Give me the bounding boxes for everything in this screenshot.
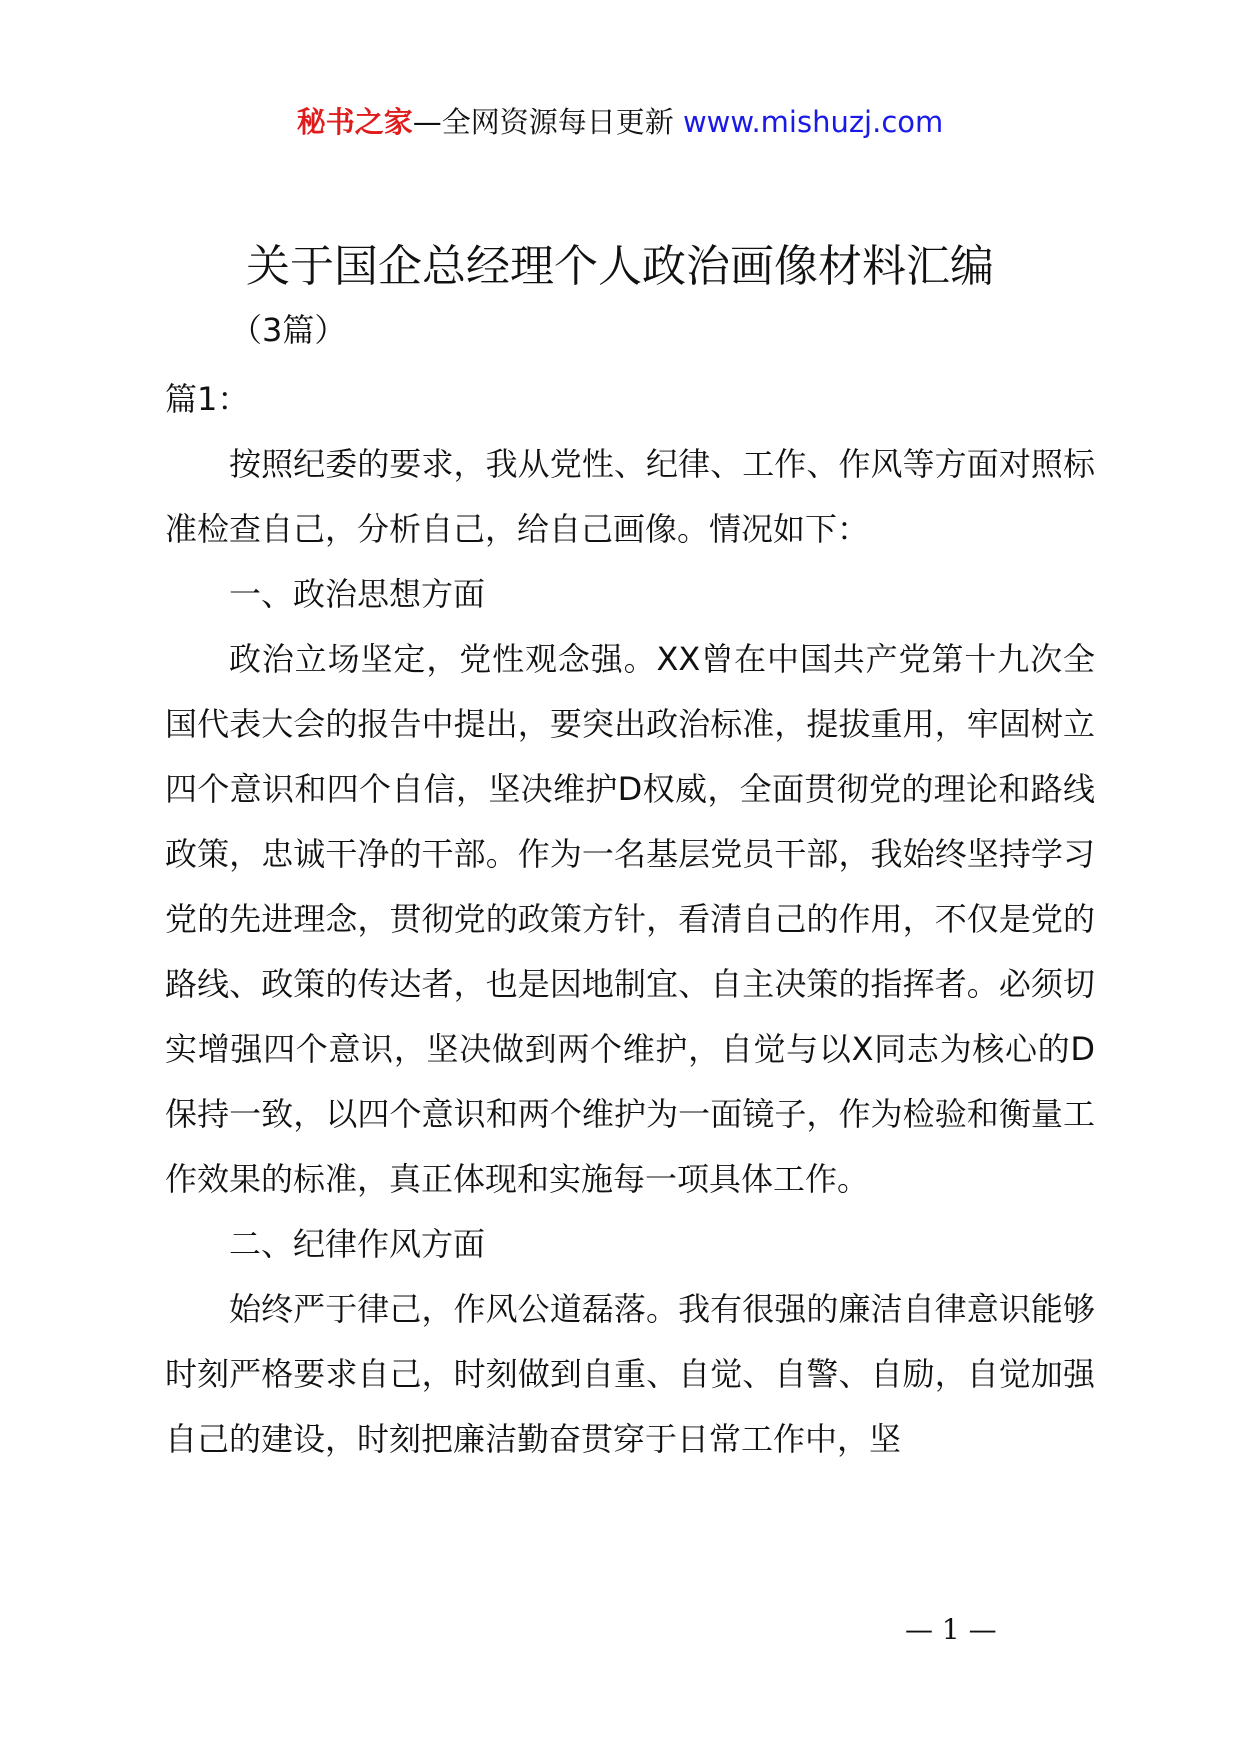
document-body	[165, 367, 1095, 1472]
document-title: 关于国企总经理个人政治画像材料汇编	[246, 241, 994, 292]
intro-paragraph: 按照纪委的要求，我从党性、纪律、工作、作风等方面对照标准检查自己，分析自己，给自己画像。情况如下：	[165, 445, 1095, 548]
header-tagline: —全网资源每日更新	[412, 105, 674, 139]
discipline-paragraph: 始终严于律己，作风公道磊落。我有很强的廉洁自律意识能够时刻严格要求自己，时刻做到自重、自觉、自警、自励，自觉加强自己的建设，时刻把廉洁勤奋贯穿于日常工作中，坚	[165, 1290, 1095, 1458]
document-subtitle: （3篇）	[230, 311, 347, 349]
page-header	[0, 100, 1240, 144]
page-number: — 1 —	[905, 1613, 997, 1646]
section-heading-discipline: 二、纪律作风方面	[229, 1225, 486, 1263]
section-heading-politics: 一、政治思想方面	[229, 575, 486, 613]
site-url-link[interactable]: www.mishuzj.com	[682, 105, 944, 139]
section-label: 篇1：	[165, 380, 250, 418]
politics-paragraph: 政治立场坚定，党性观念强。XX曾在中国共产党第十九次全国代表大会的报告中提出，要突出政治标准，提拔重用，牢固树立四个意识和四个自信，坚决维护D权威，全面贯彻党的理论和路线政策，忠诚干净的干部。作为一名基层党员干部，我始终坚持学习党的先进理念，贯彻党的政策方针，看清自己的作用，不仅是党的路线、政策的传达者，也是因地制宜、自主决策的指挥者。必须切实增强四个意识，坚决做到两个维护，自觉与以X同志为核心的D保持一致，以四个意识和两个维护为一面镜子，作为检验和衡量工作效果的标准，真正体现和实施每一项具体工作。	[165, 640, 1095, 1198]
brand-name: 秘书之家	[296, 105, 413, 139]
